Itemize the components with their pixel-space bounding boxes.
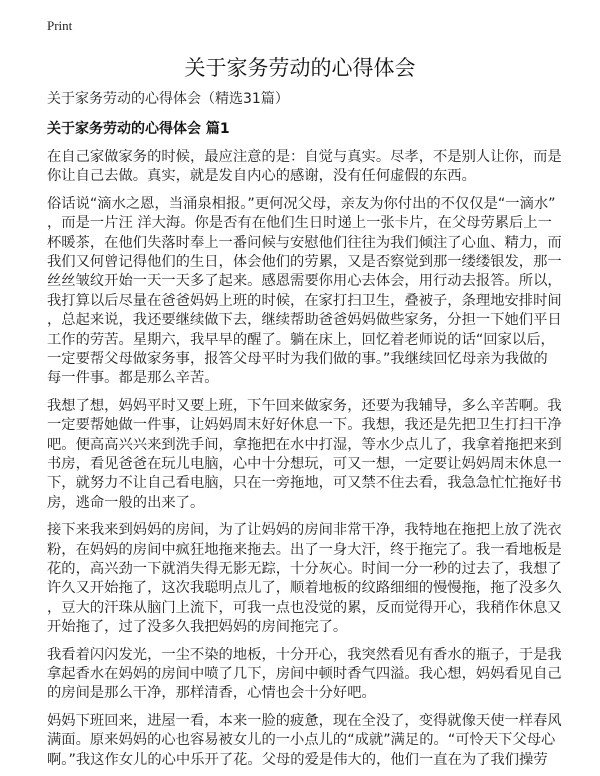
- paragraph-line: ，总起来说，我还要继续做下去，继续帮助爸爸妈妈做些家务，分担一下她们平日: [47, 312, 562, 329]
- paragraph: [47, 195, 587, 389]
- paragraph-line: 花的，高兴劲一下就消失得无影无踪，十分灰心。时间一分一秒的过去了，我想了: [47, 560, 562, 577]
- paragraph-line: 俗话说“滴水之恩，当涌泉相报。”更何况父母，亲友为你付出的不仅仅是“一滴水”: [47, 195, 556, 212]
- paragraph: [47, 148, 587, 187]
- paragraph-line: 杯暖茶，在他们失落时奉上一番问候与安慰他们往往为我们倾注了心血、精力，而: [47, 234, 562, 251]
- document-title: 关于家务劳动的心得体会: [184, 56, 416, 80]
- paragraph-line: 妈妈下班回来，进屋一看，本来一脸的疲惫，现在全没了，变得就像天使一样春风: [47, 712, 562, 729]
- paragraph-line: 满面。原来妈妈的心也容易被女儿的一小点儿的“成就”满足的。“可怜天下父母心: [47, 732, 556, 749]
- paragraph-line: 我看着闪闪发光，一尘不染的地板，十分开心，我突然看见有香水的瓶子，于是我: [47, 646, 562, 663]
- paragraph-line: 许久又开始拖了，这次我聪明点儿了，顺着地板的纹路细细的慢慢拖，拖了没多久: [47, 580, 562, 597]
- paragraph-line: 接下来我来到妈妈的房间，为了让妈妈的房间非常干净，我特地在拖把上放了洗衣: [47, 522, 562, 539]
- paragraph-line: 我们又何曾记得他们的生日，体会他们的劳累，又是否察觉到那一缕缕银发，那一: [47, 253, 562, 270]
- paragraph-line: 房，逃命一般的出来了。: [47, 494, 205, 511]
- section-heading: 关于家务劳动的心得体会 篇1: [47, 121, 230, 137]
- paragraph-line: ，而是一片汪 洋大海。你是否有在他们生日时递上一张卡片，在父母劳累后上一: [47, 215, 552, 232]
- paragraph-line: 每一件事。都是那么辛苦。: [47, 370, 219, 387]
- paragraph-line: 书房，看见爸爸在玩儿电脑，心中十分想玩，可又一想，一定要让妈妈周末休息一: [47, 455, 562, 472]
- paragraph: [47, 712, 587, 770]
- paragraph: [47, 646, 587, 704]
- paragraph-line: 拿起香水在妈妈的房间中喷了几下，房间中顿时香气四溢。我心想，妈妈看见自己: [47, 665, 562, 682]
- paragraph-line: 在自己家做家务的时候，最应注意的是：自觉与真实。尽孝，不是别人让你，而是: [47, 149, 562, 165]
- paragraph-line: 你让自己去做。真实，就是发自内心的感谢，没有任何虚假的东西。: [47, 168, 476, 185]
- paragraph-line: 工作的劳苦。星期六，我早早的醒了。躺在床上，回忆着老师说的话“回家以后，: [47, 331, 555, 348]
- paragraph-line: 下，就努力不让自己看电脑，只在一旁拖地，可又禁不住去看，我急急忙忙拖好书: [47, 475, 562, 492]
- paragraph-line: 我想了想，妈妈平时又要上班，下午回来做家务，还要为我辅导，多么辛苦啊。我: [47, 397, 562, 414]
- paragraph-line: 一定要帮她做一件事，让妈妈周末好好休息一下。我想，我还是先把卫生打扫干净: [47, 417, 562, 434]
- document-subtitle: 关于家务劳动的心得体会（精选31篇）: [47, 91, 289, 107]
- print-label[interactable]: Print: [47, 18, 73, 33]
- paragraph-line: 粉，在妈妈的房间中疯狂地拖来拖去。出了一身大汗，终于拖完了。我一看地板是: [47, 541, 562, 558]
- paragraph: [47, 397, 587, 513]
- paragraph-line: 的房间是那么干净，那样清香，心情也会十分好吧。: [47, 685, 376, 702]
- paragraph: [47, 521, 587, 637]
- paragraph-line: 一定要帮父母做家务事，报答父母平时为我们做的事。”我继续回忆母亲为我做的: [47, 350, 548, 367]
- paragraph-line: 啊。”我这作女儿的心中乐开了花。父母的爱是伟大的，他们一直在为了我们操劳: [47, 751, 548, 768]
- paragraph-line: 开始拖了，过了没多久我把妈妈的房间拖完了。: [47, 619, 348, 636]
- paragraph-line: 吧。便高高兴兴来到洗手间，拿拖把在水中打湿，等水少点儿了，我拿着拖把来到: [47, 436, 562, 453]
- paragraph-line: 丝丝皱纹开始一天一天多了起来。感恩需要你用心去体会，用行动去报答。所以，: [47, 273, 562, 290]
- paragraph-line: ，豆大的汗珠从脑门上流下，可我一点也没觉的累，反而觉得开心，我稍作休息又: [47, 599, 562, 616]
- paragraph-line: 我打算以后尽量在爸爸妈妈上班的时候，在家打扫卫生，叠被子，条理地安排时间: [47, 292, 562, 309]
